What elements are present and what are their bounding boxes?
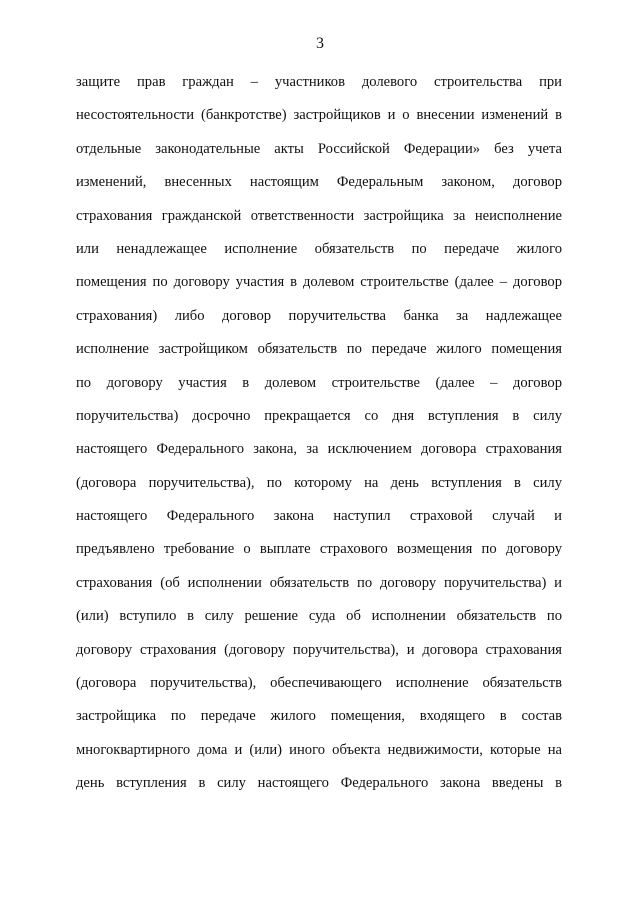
- text-line: (или) вступило в силу решение суда об исполнении обязательств по: [76, 608, 562, 625]
- text-line: предъявлено требование о выплате страхового возмещения по договору: [76, 541, 562, 558]
- text-line: страхования (об исполнении обязательств по договору поручительства) и: [76, 574, 562, 591]
- text-line: изменений, внесенных настоящим Федеральным законом, договор: [76, 174, 562, 191]
- text-line: (договора поручительства), по которому на день вступления в силу: [76, 474, 562, 491]
- text-line: по договору участия в долевом строительстве (далее – договор: [76, 374, 562, 391]
- page-number: 3: [316, 35, 324, 52]
- text-line: настоящего Федерального закона наступил страховой случай и: [76, 508, 562, 525]
- text-line: несостоятельности (банкротстве) застройщиков и о внесении изменений в: [76, 107, 562, 124]
- text-line: защите прав граждан – участников долевого строительства при: [76, 74, 562, 90]
- text-line: настоящего Федерального закона, за исключением договора страхования: [76, 441, 562, 458]
- text-line: (договора поручительства), обеспечивающего исполнение обязательств: [76, 675, 562, 692]
- text-line: исполнение застройщиком обязательств по передаче жилого помещения: [76, 341, 562, 358]
- text-line: помещения по договору участия в долевом строительстве (далее – договор: [76, 274, 562, 291]
- document-body: [76, 66, 562, 801]
- text-line: застройщика по передаче жилого помещения, входящего в состав: [76, 708, 562, 725]
- text-line: отдельные законодательные акты Российской Федерации» без учета: [76, 140, 562, 157]
- text-line: многоквартирного дома и (или) иного объекта недвижимости, которые на: [76, 741, 562, 758]
- text-line: поручительства) досрочно прекращается со дня вступления в силу: [76, 407, 562, 424]
- text-line: страхования гражданской ответственности застройщика за неисполнение: [76, 207, 562, 224]
- text-line: или ненадлежащее исполнение обязательств по передаче жилого: [76, 240, 562, 257]
- text-line: договору страхования (договору поручительства), и договора страхования: [76, 641, 562, 658]
- text-line: день вступления в силу настоящего Федерального закона введены в: [76, 775, 562, 792]
- text-line: страхования) либо договор поручительства банка за надлежащее: [76, 307, 562, 324]
